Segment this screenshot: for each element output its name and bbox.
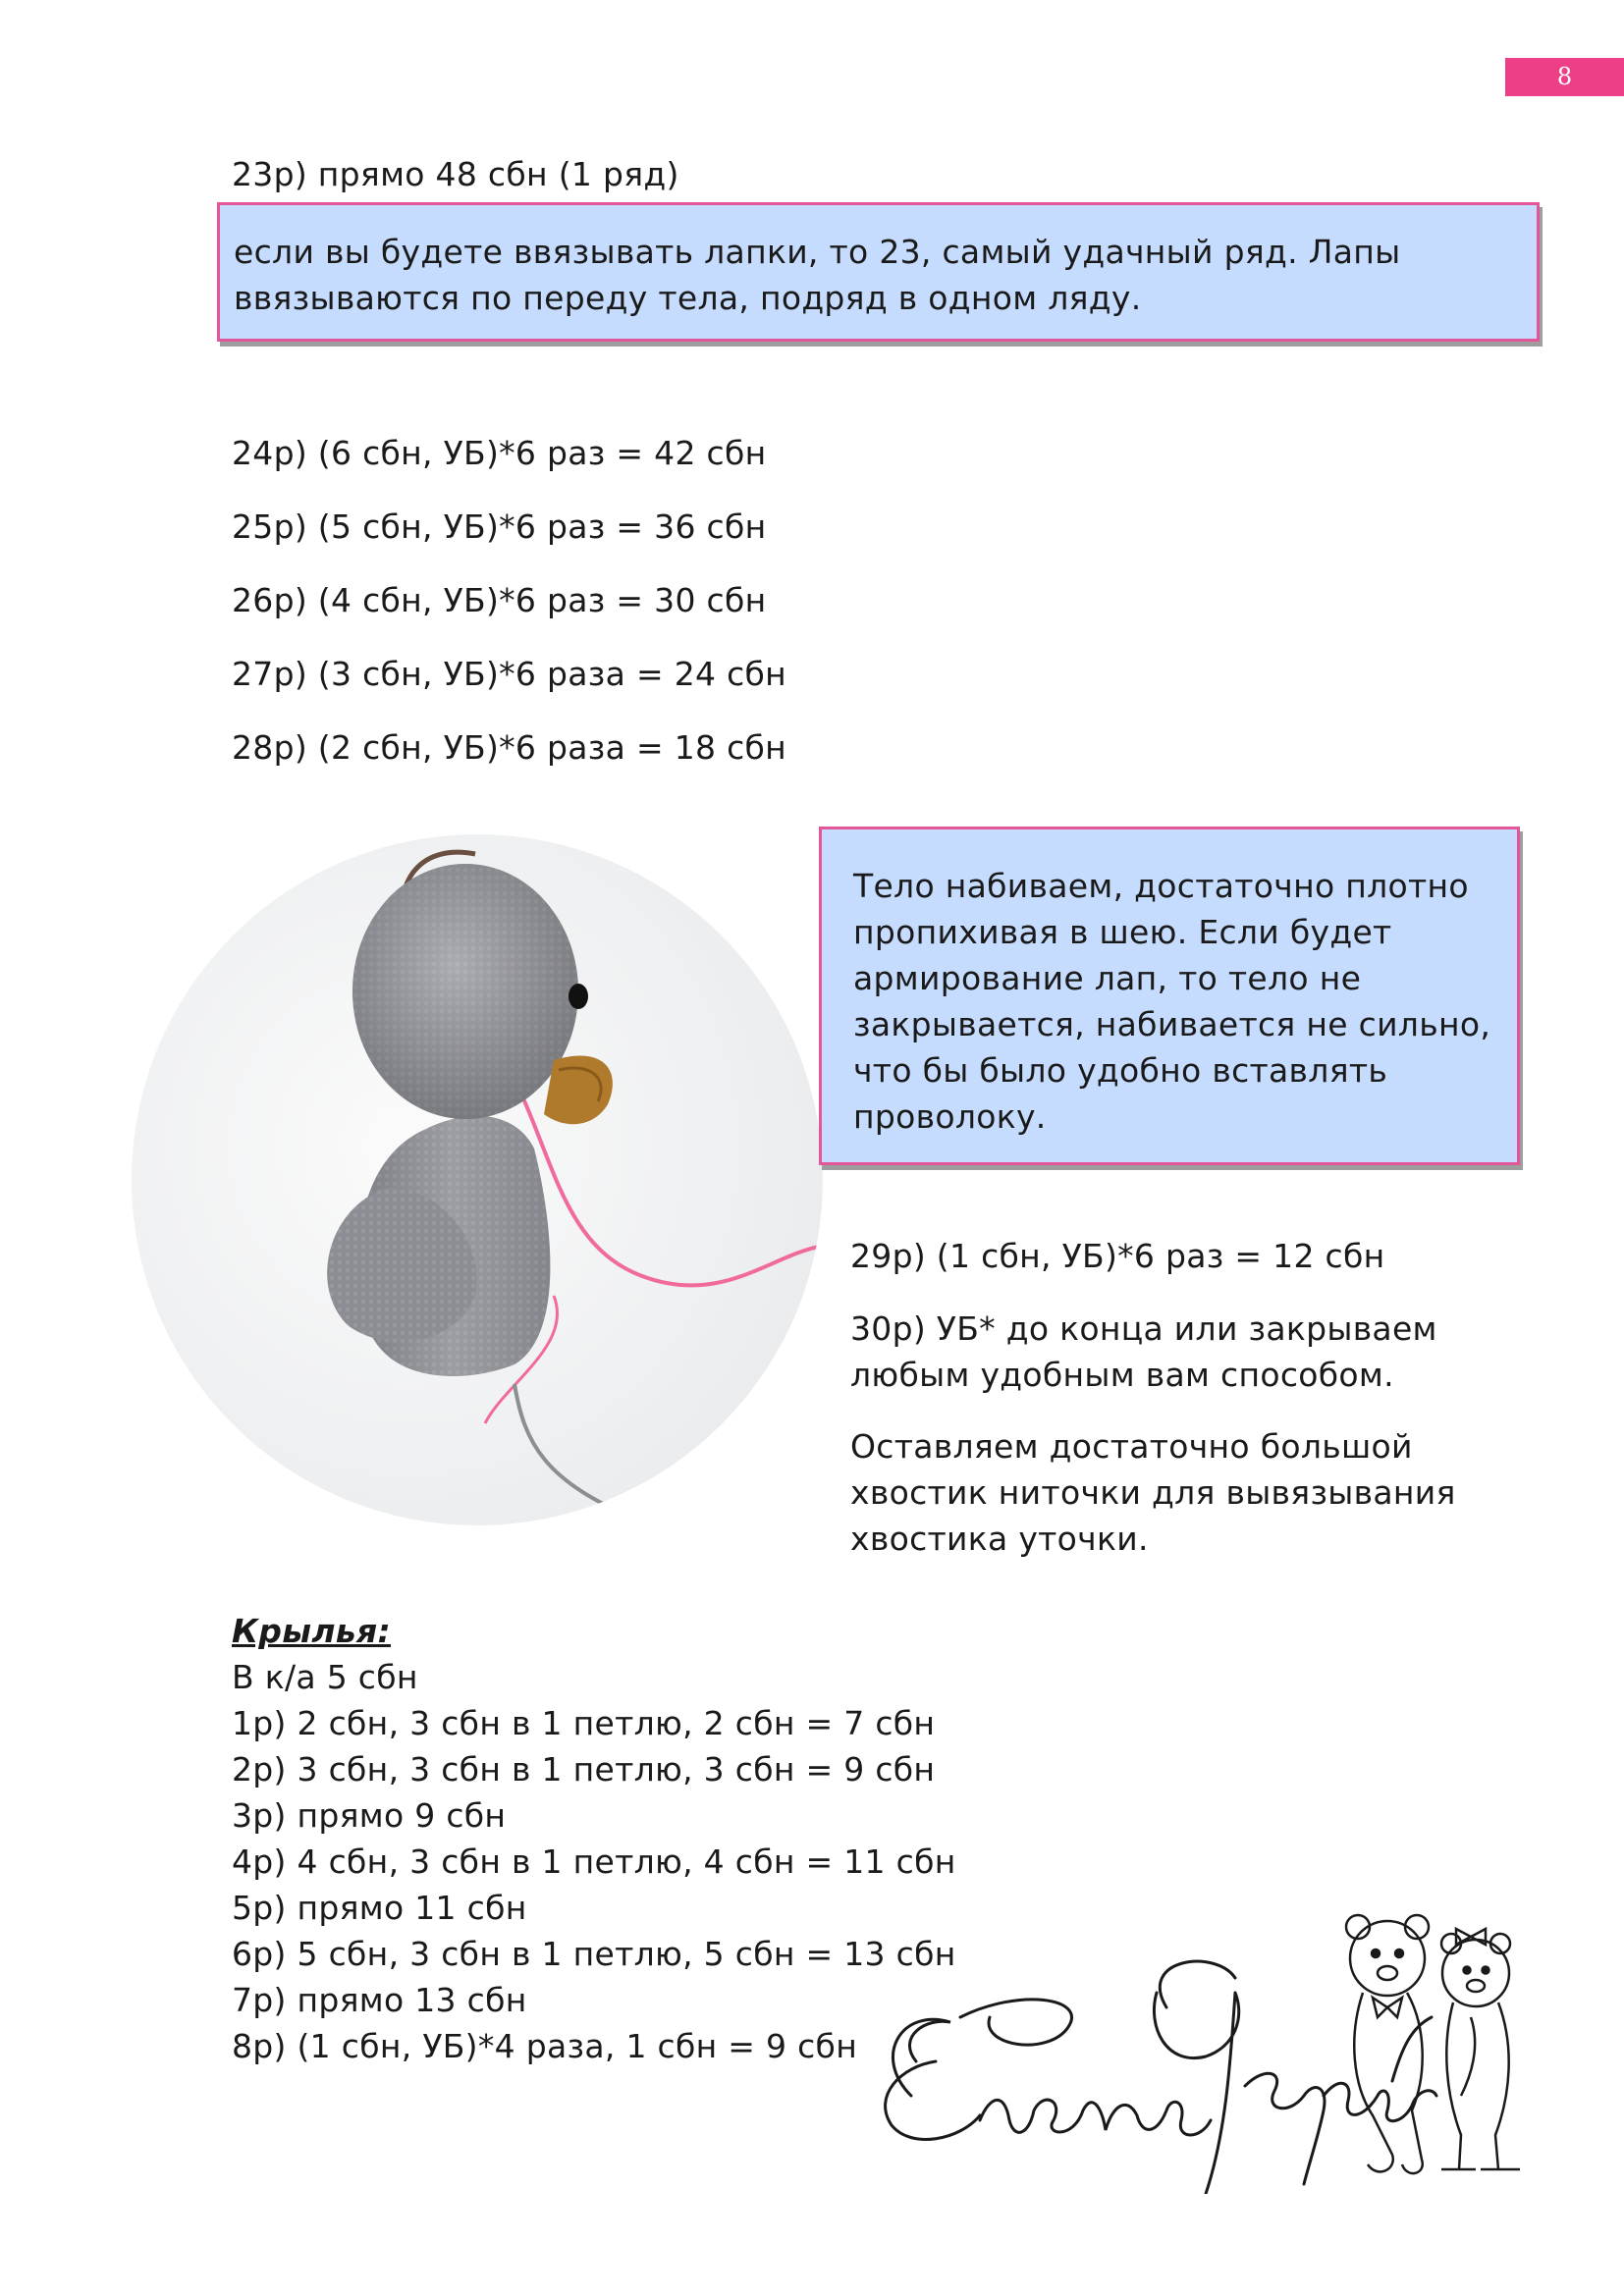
- tail-note-line: хвостик ниточки для вывязывания: [850, 1473, 1456, 1512]
- wings-row: В к/а 5 сбн: [232, 1658, 418, 1696]
- row-28: 28р) (2 сбн, УБ)*6 раза = 18 сбн: [232, 728, 787, 767]
- row-29: 29р) (1 сбн, УБ)*6 раз = 12 сбн: [850, 1237, 1385, 1275]
- note-stuffing-line: проволоку.: [853, 1097, 1047, 1136]
- note-stuffing: [819, 827, 1520, 1165]
- row-27: 27р) (3 сбн, УБ)*6 раза = 24 сбн: [232, 655, 787, 693]
- wings-row: 6р) 5 сбн, 3 сбн в 1 петлю, 5 сбн = 13 сбн: [232, 1935, 956, 1973]
- wings-row: 3р) прямо 9 сбн: [232, 1796, 507, 1835]
- note-stuffing-line: армирование лап, то тело не: [853, 959, 1362, 997]
- wings-row: 8р) (1 сбн, УБ)*4 раза, 1 сбн = 9 сбн: [232, 2027, 858, 2065]
- photo-of-crocheted-duck: [132, 834, 824, 1526]
- row-24: 24р) (6 сбн, УБ)*6 раз = 42 сбн: [232, 434, 767, 472]
- page-number: 8: [1505, 58, 1624, 96]
- wings-row: 5р) прямо 11 сбн: [232, 1889, 527, 1927]
- wings-row: 2р) 3 сбн, 3 сбн в 1 петлю, 3 сбн = 9 сбн: [232, 1750, 936, 1789]
- note-paws-line: если вы будете ввязывать лапки, то 23, самый удачный ряд. Лапы: [234, 233, 1401, 271]
- tail-note-line: Оставляем достаточно большой: [850, 1427, 1413, 1466]
- row-26: 26р) (4 сбн, УБ)*6 раз = 30 сбн: [232, 581, 767, 619]
- row-30-line: 30р) УБ* до конца или закрываем: [850, 1309, 1437, 1348]
- note-stuffing-line: что бы было удобно вставлять: [853, 1051, 1388, 1090]
- wings-title: Крылья:: [232, 1612, 391, 1650]
- wings-row: 4р) 4 сбн, 3 сбн в 1 петлю, 4 сбн = 11 сбн: [232, 1842, 956, 1881]
- wings-row: 1р) 2 сбн, 3 сбн в 1 петлю, 2 сбн = 7 сбн: [232, 1704, 936, 1742]
- tail-note: [850, 1423, 1456, 1562]
- note-stuffing-line: закрывается, набивается не сильно,: [853, 1005, 1491, 1043]
- row-30-line: любым удобным вам способом.: [850, 1356, 1394, 1394]
- row-30: [850, 1306, 1437, 1398]
- note-paws-line: ввязываются по переду тела, подряд в одном ляду.: [234, 279, 1142, 317]
- row-23: 23р) прямо 48 сбн (1 ряд): [232, 155, 679, 193]
- tail-note-line: хвостика уточки.: [850, 1520, 1149, 1558]
- note-stuffing-line: пропихивая в шею. Если будет: [853, 913, 1392, 951]
- author-signature-with-teddy-bears: [842, 1899, 1530, 2194]
- wings-row: 7р) прямо 13 сбн: [232, 1981, 527, 2019]
- row-25: 25р) (5 сбн, УБ)*6 раз = 36 сбн: [232, 507, 767, 546]
- note-stuffing-line: Тело набиваем, достаточно плотно: [853, 867, 1469, 905]
- note-paws: [217, 202, 1540, 342]
- rows-decrease: [232, 416, 786, 784]
